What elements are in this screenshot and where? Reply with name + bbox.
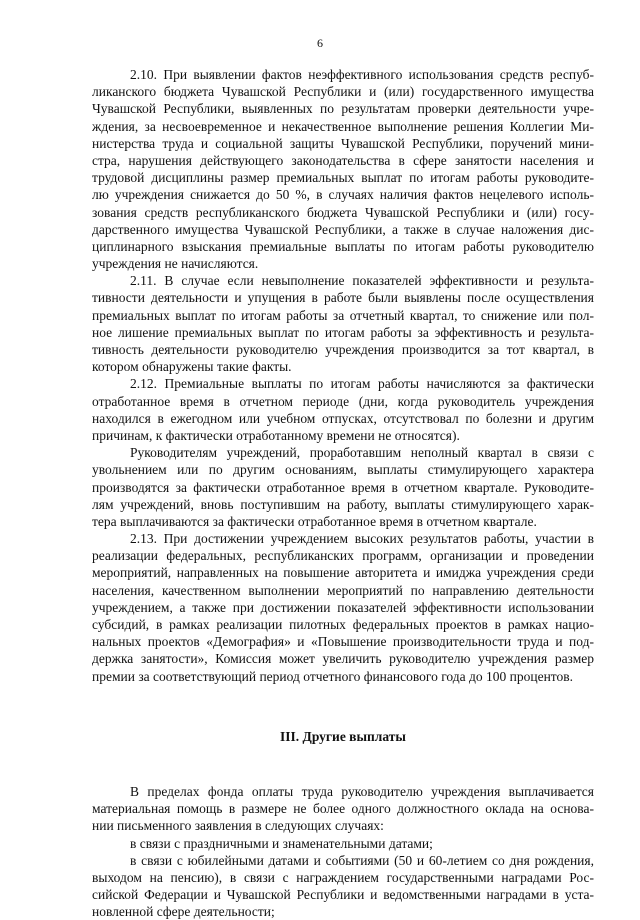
- text-line: трудовой дисциплины размер премиальных выплат по итогам работы руководите-: [92, 170, 594, 186]
- text-line: тера выплачиваются за фактически отработанное время в отчетном квартале.: [92, 513, 537, 529]
- text-line: Чувашской Республики, выявленных по результатам проверки деятельности учре-: [92, 101, 594, 117]
- document-body: [92, 66, 594, 920]
- text-line: нальных проектов «Демография» и «Повышение производительности труда и под-: [92, 634, 594, 650]
- text-line: держка занятости», Комиссия может увеличить руководителю учреждения размер: [92, 651, 594, 667]
- text-line: ждения, за несвоевременное и некачественное выполнение решения Коллегии Ми-: [92, 118, 594, 134]
- text-line: увольнением или по другим основаниям, выплаты стимулирующего характера: [92, 462, 594, 478]
- section-spacer: [92, 745, 594, 783]
- text-line: ное лишение премиальных выплат по итогам работы за эффективность и результа-: [92, 324, 594, 340]
- text-line: 2.11. В случае если невыполнение показателей эффективности и результа-: [130, 273, 594, 289]
- text-line: учреждения не начисляются.: [92, 256, 259, 272]
- text-line: субсидий, в рамках реализации пилотных федеральных проектов в рамках нацио-: [92, 617, 594, 632]
- text-line: премиальных выплат по итогам работы за отчетный квартал, то снижение или пол-: [92, 307, 594, 323]
- text-line: реализации федеральных, республиканских программ, организации и проведении: [92, 548, 594, 564]
- text-line: материальная помощь в размере не более одного должностного оклада на основа-: [92, 801, 594, 817]
- text-line: в связи с юбилейными датами и событиями (50 и 60-летием со дня рождения,: [130, 852, 594, 868]
- text-line: населения, качественном выполнении мероприятий по направлению деятельности: [92, 582, 594, 598]
- text-line: новленной сфере деятельности;: [92, 904, 275, 920]
- text-line: ликанского бюджета Чувашской Республики и (или) государственного имущества: [92, 84, 594, 100]
- paragraph: [92, 375, 594, 444]
- paragraph: [92, 852, 594, 920]
- text-line: 2.12. Премиальные выплаты по итогам работы начисляются за фактически: [130, 376, 594, 392]
- paragraph: [92, 272, 594, 375]
- text-line: сийской Федерации и Чувашской Республики и ведомственными наградами в уста-: [92, 887, 594, 903]
- paragraph: [92, 530, 594, 685]
- text-line: циплинарного взыскания премиальные выплаты по итогам работы руководителю: [92, 238, 594, 254]
- text-line: лю учреждения снижается до 50 %, в случаях наличия фактов нецелевого исполь-: [92, 187, 594, 203]
- text-line: 2.13. При достижении учреждением высоких результатов работы, участии в: [130, 531, 594, 547]
- paragraph: [92, 835, 594, 852]
- text-line: дарственного имущества Чувашской Республики, а также в случае наложения дис-: [92, 221, 594, 237]
- text-line: премии за соответствующий период отчетного финансового года до 100 процентов.: [92, 668, 574, 684]
- text-line: мероприятий, направленных на повышение авторитета и имиджа учреждения среди: [92, 565, 594, 581]
- text-line: Руководителям учреждений, проработавшим неполный квартал в связи с: [130, 445, 594, 461]
- text-line: тивность деятельности руководителю учреждения производится за тот квартал, в: [92, 342, 594, 357]
- text-line: В пределах фонда оплаты труда руководителю учреждения выплачивается: [130, 783, 594, 799]
- text-line: лям учреждений, вновь поступившим на работу, выплаты стимулирующего харак-: [92, 496, 594, 512]
- text-line: 2.10. При выявлении фактов неэффективного использования средств респуб-: [130, 67, 594, 82]
- text-line: учреждением, а также при достижении показателей эффективности использовании: [92, 599, 594, 615]
- text-line: находился в ежегодном или учебном отпусках, отсутствовал по болезни и другим: [92, 410, 594, 426]
- text-line: зования средств республиканского бюджета Чувашской Республики и (или) госу-: [92, 204, 594, 220]
- text-line: выходом на пенсию), в связи с награждением государственными наградами Рос-: [92, 869, 594, 885]
- text-line: производятся за фактически отработанное время в отчетном квартале. Руководите-: [92, 479, 594, 495]
- text-line: котором обнаружены такие факты.: [92, 359, 292, 375]
- paragraph: [92, 783, 594, 835]
- text-line: отработанное время в отчетном периоде (дни, когда руководитель учреждения: [92, 393, 594, 409]
- paragraph: [92, 444, 594, 530]
- section-spacer: [92, 685, 594, 728]
- text-line: причинам, к фактически отработанному времени не относятся).: [92, 427, 460, 443]
- text-line: в связи с праздничными и знаменательными датами;: [130, 835, 433, 851]
- page-number: 6: [317, 36, 323, 50]
- section-heading: III. Другие выплаты: [280, 728, 406, 744]
- text-line: стра, нарушения действующего законодательства в сфере занятости населения и: [92, 152, 594, 168]
- text-line: нистерства труда и социальной защиты Чувашской Республики, поручений мини-: [92, 135, 594, 151]
- text-line: тивности деятельности и упущения в работе были выявлены после осуществления: [92, 290, 594, 306]
- paragraph: [92, 66, 594, 272]
- text-line: нии письменного заявления в следующих случаях:: [92, 818, 384, 834]
